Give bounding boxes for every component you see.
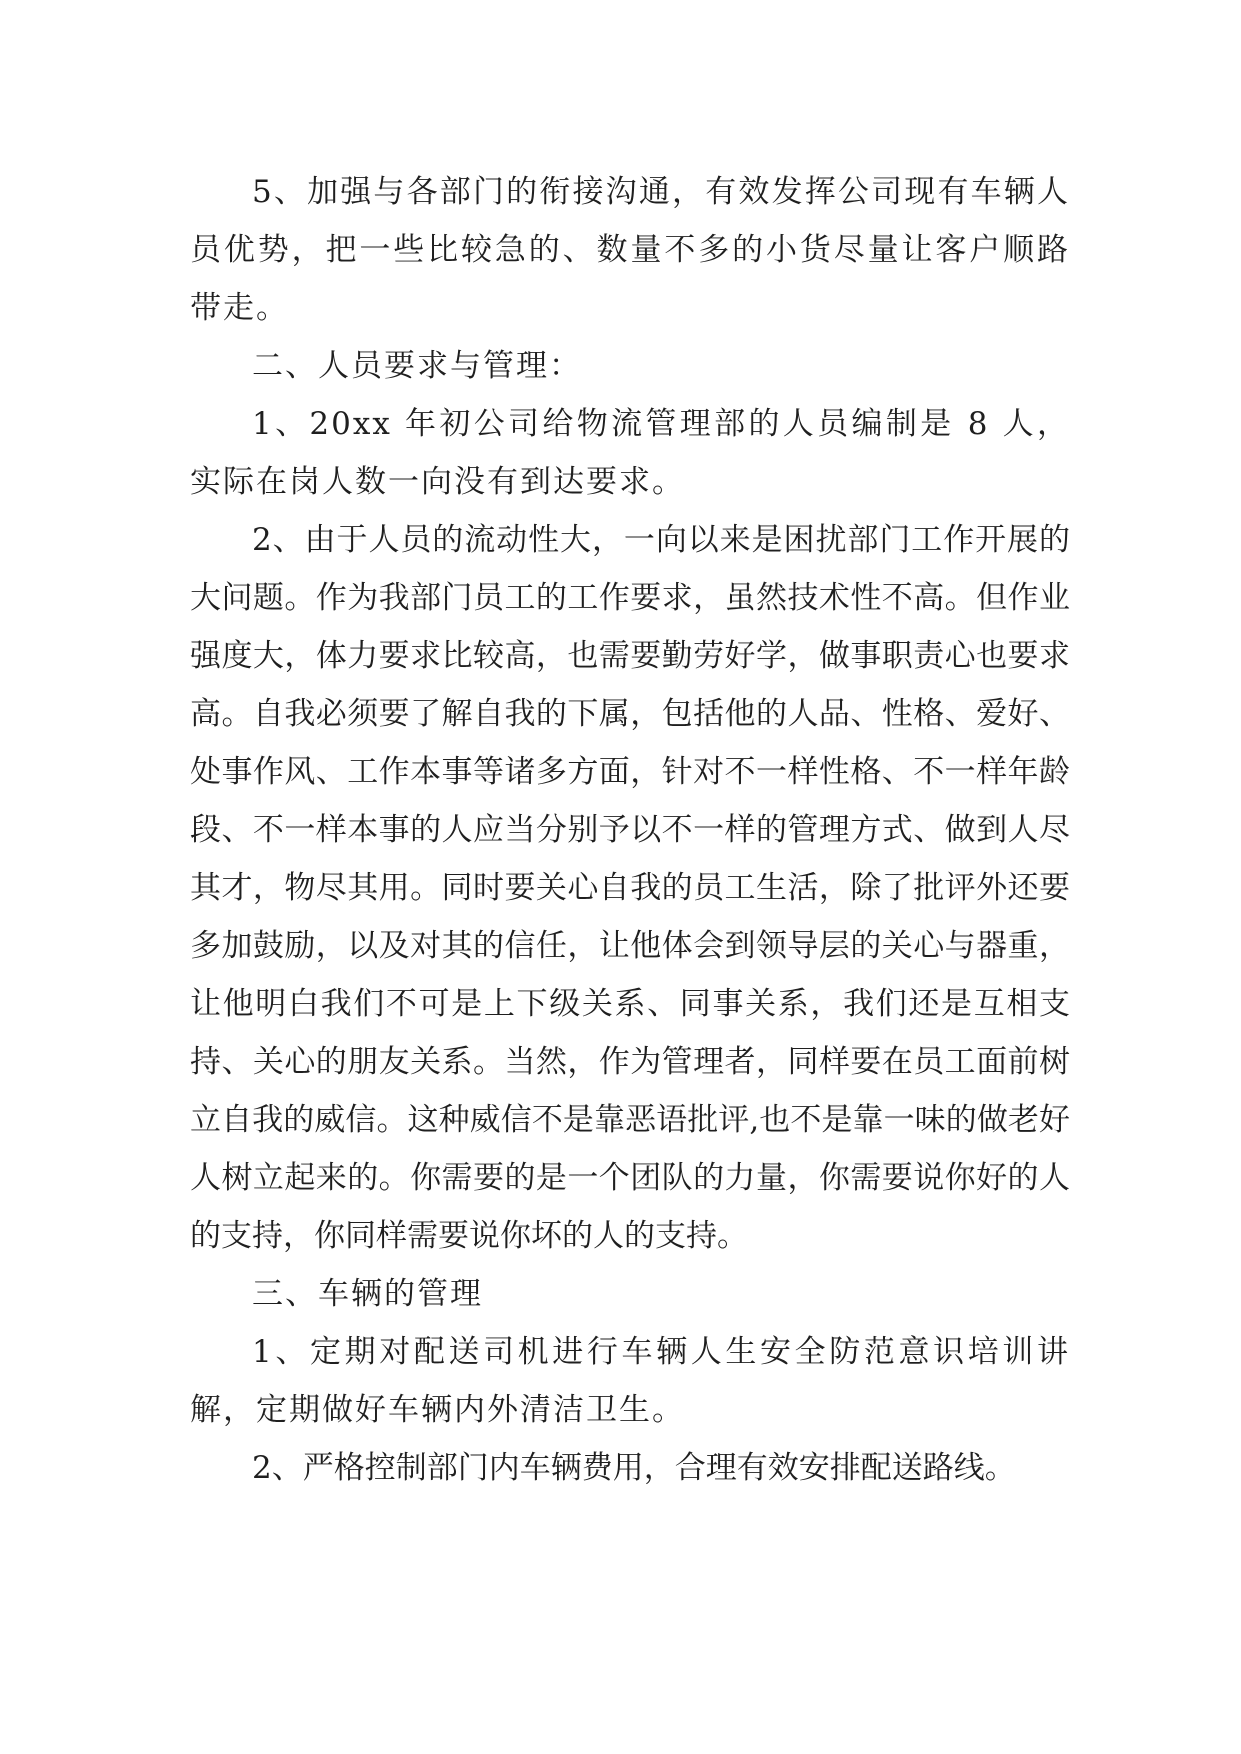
paragraph-driver-training: 1、定期对配送司机进行车辆人生安全防范意识培训讲解，定期做好车辆内外清洁卫生。 (190, 1334, 1070, 1428)
document-body (190, 163, 1070, 1497)
paragraph-vehicle-costs: 2、严格控制部门内车辆费用，合理有效安排配送路线。 (252, 1450, 1016, 1486)
paragraph-staffing-quota: 1、20xx 年初公司给物流管理部的人员编制是 8 人，实际在岗人数一向没有到达要求。 (190, 406, 1070, 500)
paragraph-staff-turnover: 2、由于人员的流动性大，一向以来是困扰部门工作开展的大问题。作为我部门员工的工作要求，虽然技术性不高。但作业强度大，体力要求比较高，也需要勤劳好学，做事职责心也要求高。自我必须要了解自我的下属，包括他的人品、性格、爱好、处事作风、工作本事等诸多方面，针对不一样性格、不一样年龄段、不一样本事的人应当分别予以不一样的管理方式、做到人尽其才，物尽其用。同时要关心自我的员工生活，除了批评外还要多加鼓励，以及对其的信任，让他体会到领导层的关心与器重，让他明白我们不可是上下级关系、同事关系，我们还是互相支持、关心的朋友关系。当然，作为管理者，同样要在员工面前树立自我的威信。这种威信不是靠恶语批评,也不是靠一味的做老好人树立起来的。你需要的是一个团队的力量，你需要说你好的人的支持，你同样需要说你坏的人的支持。 (190, 522, 1070, 1254)
paragraph-vehicle-coordination: 5、加强与各部门的衔接沟通，有效发挥公司现有车辆人员优势，把一些比较急的、数量不多的小货尽量让客户顺路带走。 (190, 174, 1070, 326)
heading-personnel-management: 二、人员要求与管理： (252, 348, 582, 384)
heading-vehicle-management: 三、车辆的管理 (252, 1276, 483, 1312)
